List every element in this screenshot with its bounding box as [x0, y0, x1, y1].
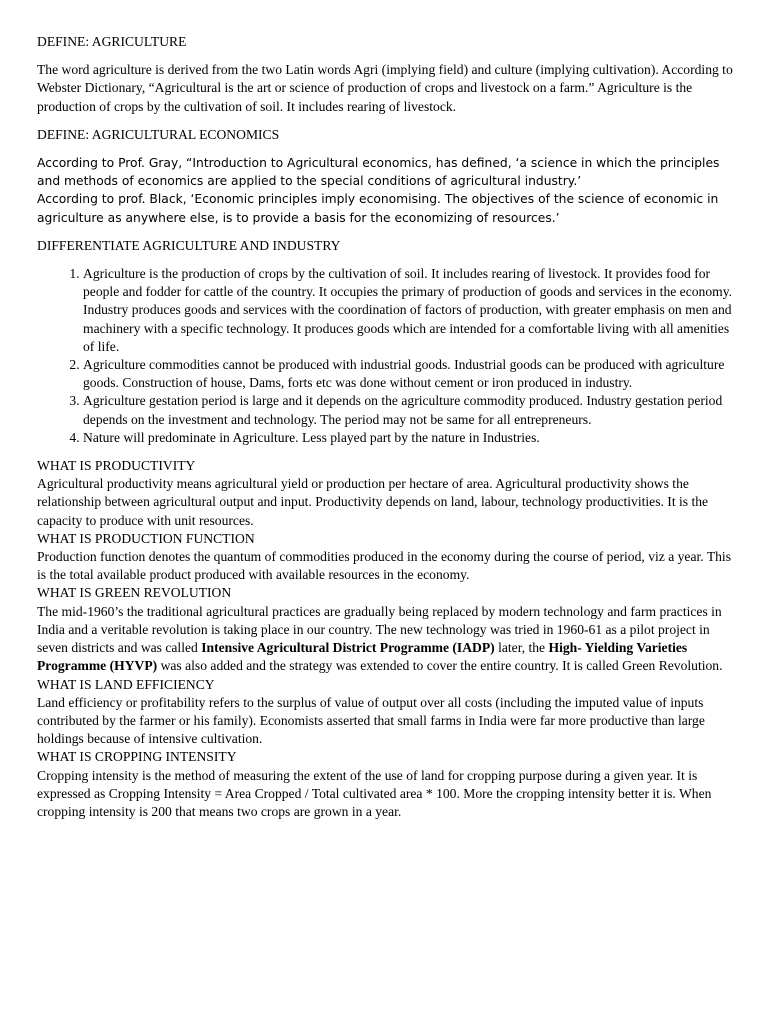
heading-production-function: WHAT IS PRODUCTION FUNCTION: [37, 530, 255, 546]
iadp-bold: Intensive Agricultural District Programme (IADP): [201, 640, 495, 656]
differences-list: [37, 265, 738, 447]
heading-productivity: WHAT IS PRODUCTIVITY: [37, 458, 196, 474]
green-revolution-text-1: The mid-1960’s the traditional agricultural practices are gradually being replaced by modern technology and farm practices in India and a veritable revolution is taking place in our country. The new technology was tried in 1960-61 as a pilot project in seven districts and was called: [37, 603, 722, 656]
paragraph-productivity: Agricultural productivity means agricultural yield or production per hectare of area. Agricultural productivity shows the relationship between agricultural output and input. Productivity depends on land, labour, technology productivities. It is the capacity to produce with unit resources.: [37, 476, 709, 528]
heading-define-agricultural-economics: DEFINE: AGRICULTURAL ECONOMICS: [37, 126, 280, 142]
list-item: [83, 265, 738, 356]
list-item: 2. Agriculture commodities cannot be produced with industrial goods. Industrial goods can be produced with agriculture goods. Construction of house, Dams, forts etc was done without cement or iron produced in industry.: [83, 356, 738, 392]
list-item: 3. Agriculture gestation period is large and it depends on the agriculture commodity produced. Industry gestation period depends on the investment and technology. The period may not be same for all entrepreneurs.: [83, 392, 738, 428]
heading-differentiate: DIFFERENTIATE AGRICULTURE AND INDUSTRY: [37, 237, 341, 253]
hyvp-bold: High- Yielding Varieties Programme (HYVP): [37, 640, 688, 674]
green-revolution-text-2: later, the: [494, 640, 549, 656]
heading-land-efficiency: WHAT IS LAND EFFICIENCY: [37, 676, 215, 692]
green-revolution-text-3: was also added and the strategy was extended to cover the entire country. It is called Green Revolution.: [157, 658, 723, 674]
paragraph-prof-gray: According to Prof. Gray, “Introduction to Agricultural economics, has defined, ‘a science in which the principles and methods of economics are applied to the special conditions of agricultural industry.’: [37, 156, 720, 189]
list-item: 4. Nature will predominate in Agriculture. Less played part by the nature in Industries.: [83, 429, 738, 447]
paragraph-green-revolution: [37, 603, 738, 676]
paragraph-agriculture-definition: The word agriculture is derived from the two Latin words Agri (implying field) and culture (implying cultivation). According to Webster Dictionary, “Agricultural is the art or science of production of crops and livestock on a farm.” Agriculture is the production of crops by the cultivation of soil. It includes rearing of livestock.: [37, 62, 733, 114]
paragraph-production-function: Production function denotes the quantum of commodities produced in the economy during the course of period, viz a year. This is the total available product produced with available resources in the economy.: [37, 549, 731, 583]
heading-define-agriculture: DEFINE: AGRICULTURE: [37, 34, 187, 49]
list-item-agriculture-text: 1. Agriculture is the production of crops by the cultivation of soil. It includes rearing of livestock. It provides food for people and fodder for cattle of the country. It occupies the primary of production of goods and services in the economy.: [83, 266, 733, 300]
heading-green-revolution: WHAT IS GREEN REVOLUTION: [37, 585, 232, 601]
heading-cropping-intensity: WHAT IS CROPPING INTENSITY: [37, 749, 237, 765]
paragraph-land-efficiency: Land efficiency or profitability refers to the surplus of value of output over all costs (including the imputed value of inputs contributed by the farmer or his family). Economists asserted that small farms in India were far more productive than large holdings because of intensive cultivation.: [37, 694, 705, 747]
paragraph-prof-black: According to prof. Black, ‘Economic principles imply economising. The objectives of the science of economic in agriculture as anywhere else, is to provide a basis for the economizing of resources.’: [37, 192, 719, 225]
paragraph-cropping-intensity: Cropping intensity is the method of measuring the extent of the use of land for cropping purpose during a given year. It is expressed as Cropping Intensity = Area Cropped / Total cultivated area * 100. More the cropping intensity better it is. When cropping intensity is 200 that means two crops are grown in a year.: [37, 767, 712, 819]
section-agricultural-economics: [37, 154, 738, 227]
list-item-industry-text: Industry produces goods and services with the coordination of factors of production, with greater emphasis on men and machinery with a specific technology. It produces goods which are intended for a comfortable living with all amenities of life.: [83, 302, 732, 354]
